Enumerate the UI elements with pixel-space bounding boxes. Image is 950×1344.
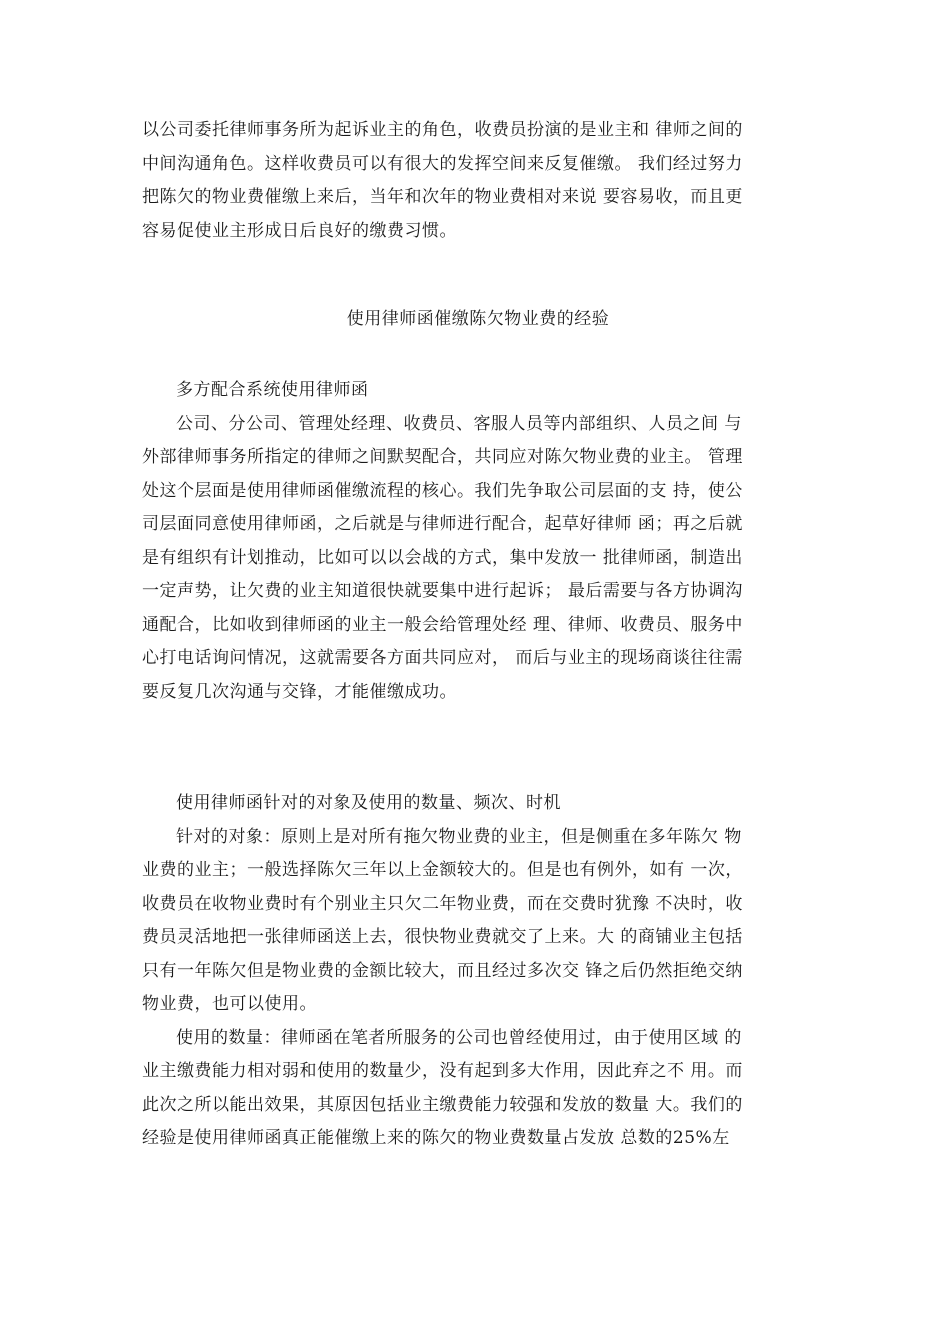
intro-paragraph: 以公司委托律师事务所为起诉业主的角色，收费员扮演的是业主和 律师之间的 中间沟通角色。这样收费员可以有很大的发挥空间来反复催缴。 我们经过努力 把陈欠的物业费催缴上来后，当年和次年的物业费相对来说 要容易收，而且更 容易促使业主形成日后良好的缴费习惯。: [142, 120, 743, 241]
quantity-paragraph: 使用的数量：律师函在笔者所服务的公司也曾经使用过，由于使用区域 的 业主缴费能力相对弱和使用的数量少，没有起到多大作用，因此弃之不 用。而 此次之所以能出效果，其原因包括业主缴费能力较强和发放的数量 大。我们的 经验是使用律师函真正能催缴上来的陈欠的物业费数量占发放 总数的25%左: [142, 1027, 743, 1148]
section-title: 使用律师函催缴陈欠物业费的经验: [346, 309, 610, 329]
usage-section: [142, 787, 814, 1156]
coordination-section: [142, 374, 814, 709]
subheading-coordination: 多方配合系统使用律师函: [176, 380, 369, 400]
target-paragraph: 针对的对象：原则上是对所有拖欠物业费的业主，但是侧重在多年陈欠 物 业费的业主；一般选择陈欠三年以上金额较大的。但是也有例外，如有 一次， 收费员在收物业费时有个别业主只欠二年物业费，而在交费时犹豫 不决时，收 费员灵活地把一张律师函送上去，很快物业费就交了上来。大 的商铺业主包括 只有一年陈欠但是物业费的金额比较大，而且经过多次交 锋之后仍然拒绝交纳 物业费，也可以使用。: [142, 826, 743, 1014]
intro-section: [142, 114, 814, 248]
coordination-paragraph: 公司、分公司、管理处经理、收费员、客服人员等内部组织、人员之间 与 外部律师事务所指定的律师之间默契配合，共同应对陈欠物业费的业主。 管理 处这个层面是使用律师函催缴流程的核心。我们先争取公司层面的支 持，使公 司层面同意使用律师函，之后就是与律师进行配合，起草好律师 函；再之后就 是有组织有计划推动，比如可以以会战的方式，集中发放一 批律师函，制造出 一定声势，让欠费的业主知道很快就要集中进行起诉； 最后需要与各方协调沟 通配合，比如收到律师函的业主一般会给管理处经 理、律师、收费员、服务中 心打电话询问情况，这就需要各方面共同应对， 而后与业主的现场商谈往往需 要反复几次沟通与交锋，才能催缴成功。: [142, 413, 743, 702]
subheading-usage: 使用律师函针对的对象及使用的数量、频次、时机: [176, 793, 561, 813]
